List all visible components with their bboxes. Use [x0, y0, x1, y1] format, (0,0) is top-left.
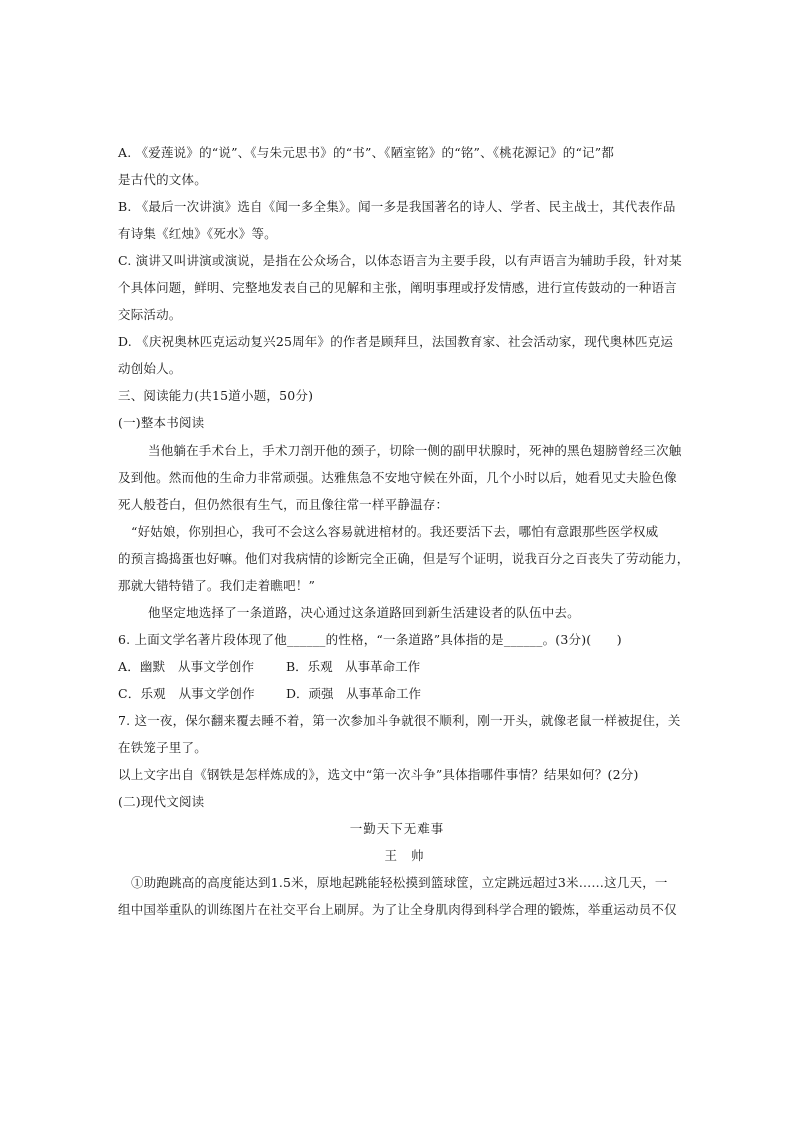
- option-c-line-2: 个具体问题，鲜明、完整地发表自己的见解和主张，阐明事理或抒发情感，进行宣传鼓动的一种语言: [118, 280, 677, 295]
- option-b-line-2: 有诗集《红烛》《死水》等。: [118, 226, 277, 241]
- option-b-line-1: B. 《最后一次讲演》选自《闻一多全集》。闻一多是我国著名的诗人、学者、民主战士，其代表作品: [118, 199, 676, 214]
- question-6-option-a: A．幽默 从事文学创作: [118, 659, 255, 674]
- article-para-line-1: ①助跑跳高的高度能达到1.5米，原地起跳能轻松摸到篮球筐，立定跳远超过3米……这几天，一: [131, 875, 668, 890]
- option-d-line-1: D. 《庆祝奥林匹克运动复兴25周年》的作者是顾拜旦，法国教育家、社会活动家，现代奥林匹克运: [118, 334, 674, 349]
- passage-line-5: 的预言捣捣蛋也好嘛。他们对我病情的诊断完全正确，但是写个证明，说我百分之百丧失了劳动能力，: [118, 551, 690, 566]
- passage-line-3: 死人般苍白，但仍然很有生气，而且像往常一样平静温存：: [118, 497, 449, 512]
- question-7-ask: 以上文字出自《钢铁是怎样炼成的》，选文中“第一次斗争”具体指哪件事情？结果如何？(2分): [118, 767, 639, 782]
- question-6-option-b: B．乐观 从事革命工作: [286, 659, 421, 674]
- question-6-option-d: D．顽强 从事革命工作: [286, 686, 422, 701]
- option-c-line-3: 交际活动。: [118, 307, 182, 322]
- article-title: 一勤天下无难事: [349, 821, 445, 836]
- option-a-line-1: A. 《爱莲说》的“说”、《与朱元思书》的“书”、《陋室铭》的“铭”、《桃花源记》的“记”都: [118, 145, 615, 160]
- question-7-line-1: 7. 这一夜，保尔翻来覆去睡不着，第一次参加斗争就很不顺利，刚一开头，就像老鼠一样被捉住，关: [118, 713, 681, 728]
- option-d-line-2: 动创始人。: [118, 361, 182, 376]
- option-a-line-2: 是古代的文体。: [118, 172, 207, 187]
- passage-line-2: 及到他。然而他的生命力非常顽强。达雅焦急不安地守候在外面，几个小时以后，她看见丈夫脸色像: [118, 470, 677, 485]
- question-6-stem: 6. 上面文学名著片段体现了他______的性格，“一条道路”具体指的是______。(3分)( ): [118, 632, 622, 647]
- article-para-line-2: 组中国举重队的训练图片在社交平台上刷屏。为了让全身肌肉得到科学合理的锻炼，举重运动员不仅: [118, 902, 677, 917]
- passage-line-7: 他坚定地选择了一条道路，决心通过这条道路回到新生活建设者的队伍中去。: [148, 605, 580, 620]
- question-7-line-2: 在铁笼子里了。: [118, 740, 207, 755]
- passage-line-1: 当他躺在手术台上，手术刀剖开他的颈子，切除一侧的副甲状腺时，死神的黑色翅膀曾经三次触: [148, 443, 682, 458]
- section-heading: 三、阅读能力(共15道小题，50分): [118, 388, 314, 403]
- passage-line-6: 那就大错特错了。我们走着瞧吧！”: [118, 578, 316, 593]
- part1-heading: (一)整本书阅读: [118, 415, 205, 430]
- question-6-option-c: C．乐观 从事文学创作: [118, 686, 255, 701]
- part2-heading: (二)现代文阅读: [118, 794, 205, 809]
- option-c-line-1: C. 演讲又叫讲演或演说，是指在公众场合，以体态语言为主要手段，以有声语言为辅助手段，针对某: [118, 253, 682, 268]
- article-author: 王帅: [384, 848, 438, 863]
- passage-line-4: “好姑娘，你别担心，我可不会这么容易就进棺材的。我还要活下去，哪怕有意跟那些医学权威: [131, 524, 659, 539]
